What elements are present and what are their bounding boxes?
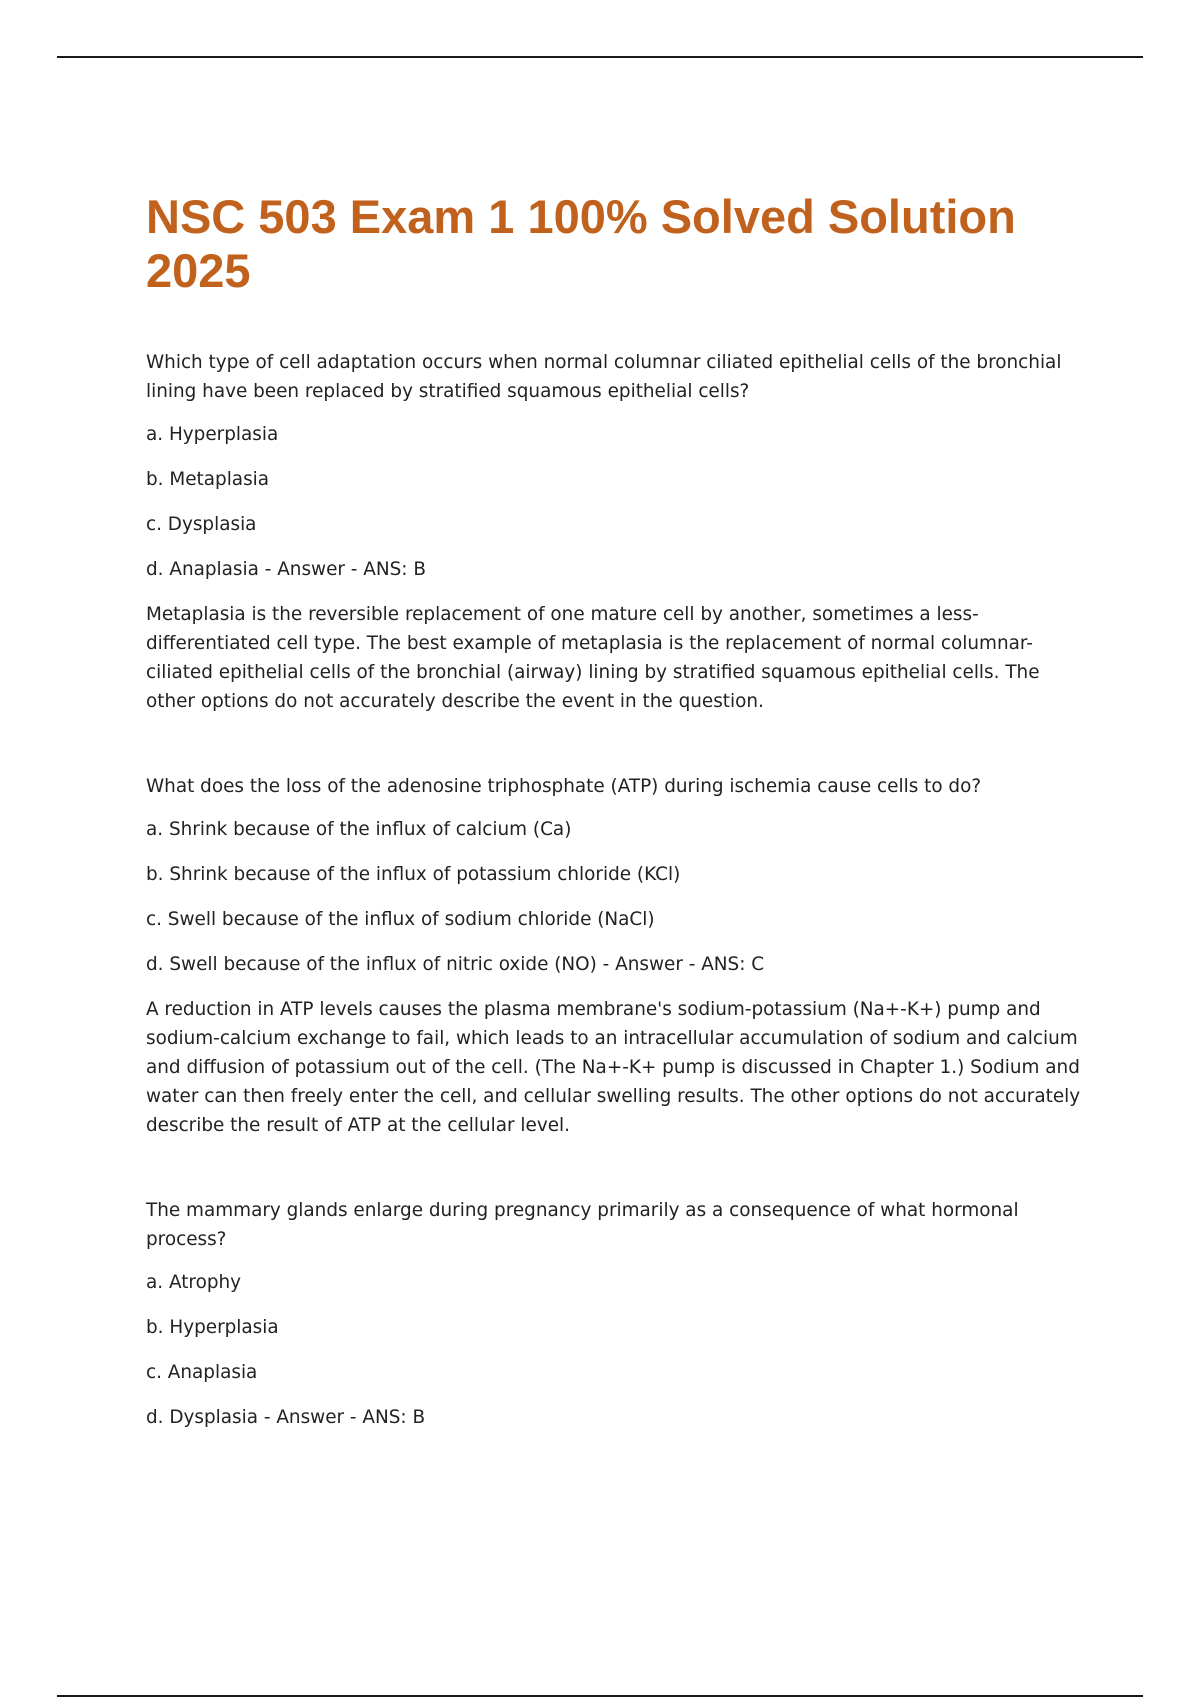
answer-option-b: b. Metaplasia (146, 469, 270, 490)
question-block-2 (146, 772, 1086, 1140)
question-text: The mammary glands enlarge during pregnancy primarily as a consequence of what hormonal process? (146, 1200, 1019, 1250)
answer-option-d: d. Swell because of the influx of nitric oxide (NO) - Answer - ANS: C (146, 954, 765, 975)
answer-option-a: a. Hyperplasia (146, 424, 279, 445)
answer-option-a: a. Shrink because of the influx of calcium (Ca) (146, 819, 572, 840)
answer-option-c: c. Swell because of the influx of sodium chloride (NaCl) (146, 909, 655, 930)
question-block-1 (146, 348, 1086, 716)
answer-option-b: b. Shrink because of the influx of potassium chloride (KCl) (146, 864, 681, 885)
answer-option-b: b. Hyperplasia (146, 1317, 279, 1338)
answer-rationale: Metaplasia is the reversible replacement of one mature cell by another, sometimes a less- differentiated cell type. The best example of metaplasia is the replacement of normal columnar- ciliated epithelial cells of the bronchial (airway) lining by stratified squamous epithelial cells. The other options do not accurately describe the event in the question. (146, 604, 1040, 712)
question-text: What does the loss of the adenosine triphosphate (ATP) during ischemia cause cells to do? (146, 776, 982, 797)
top-rule (57, 56, 1143, 58)
bottom-rule (57, 1695, 1143, 1697)
answer-rationale: A reduction in ATP levels causes the plasma membrane's sodium-potassium (Na+-K+) pump and sodium-calcium exchange to fail, which leads to an intracellular accumulation of sodium and calcium and diffusion of potassium out of the cell. (The Na+-K+ pump is discussed in Chapter 1.) Sodium and water can then freely enter the cell, and cellular swelling results. The other options do not accurately describe the result of ATP at the cellular level. (146, 999, 1081, 1136)
answer-option-d: d. Anaplasia - Answer - ANS: B (146, 559, 426, 580)
answer-option-c: c. Dysplasia (146, 514, 257, 535)
question-block-3 (146, 1196, 1086, 1432)
answer-option-a: a. Atrophy (146, 1272, 242, 1293)
document-body (146, 190, 1086, 1448)
answer-option-c: c. Anaplasia (146, 1362, 258, 1383)
document-title: NSC 503 Exam 1 100% Solved Solution 2025 (146, 190, 1016, 297)
question-text: Which type of cell adaptation occurs when normal columnar ciliated epithelial cells of the bronchial lining have been replaced by stratified squamous epithelial cells? (146, 352, 1062, 402)
answer-option-d: d. Dysplasia - Answer - ANS: B (146, 1407, 426, 1428)
